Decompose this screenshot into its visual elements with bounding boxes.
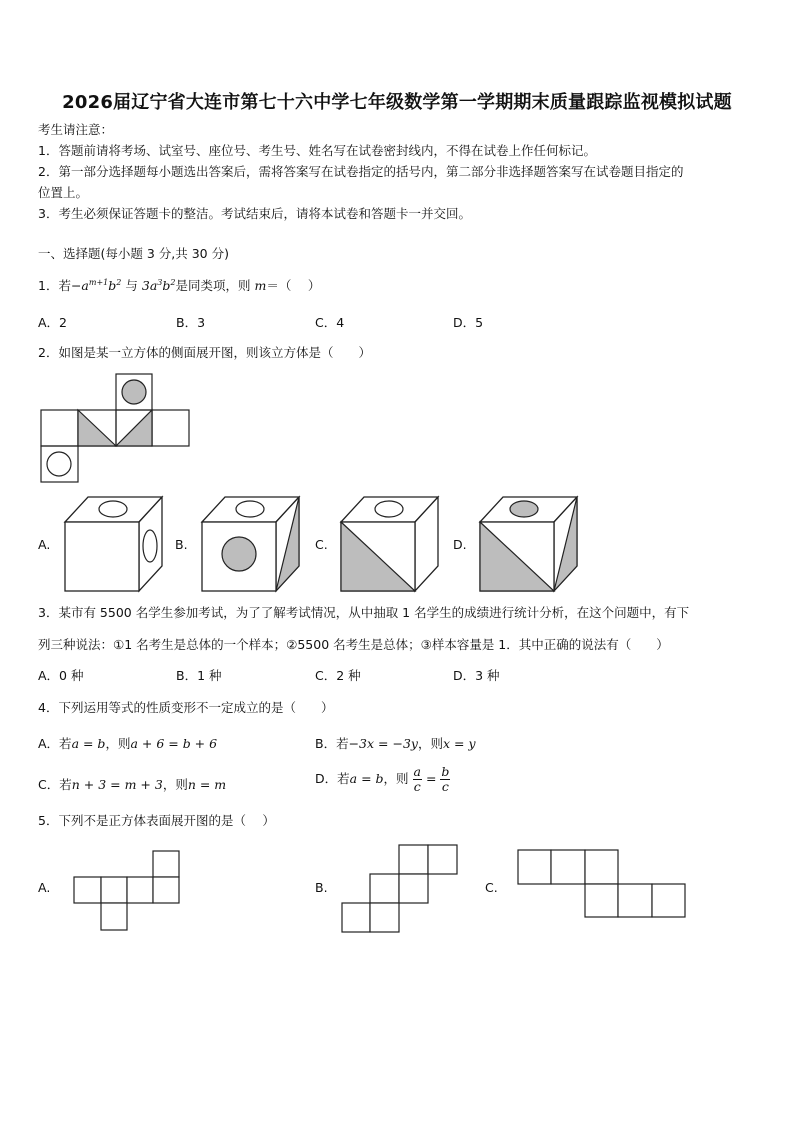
q1-num: 1．若 bbox=[38, 278, 71, 293]
q4-option-d bbox=[315, 765, 450, 794]
q4-a-cond: a = b bbox=[71, 736, 106, 751]
q5-net-b bbox=[341, 844, 459, 934]
notice-item-1: 1．答题前请将考场、试室号、座位号、考生号、姓名写在试卷密封线内，不得在试卷上作任何标记。 bbox=[38, 143, 596, 158]
q2-option-a-label: A. bbox=[38, 537, 51, 552]
triangle-shade-1 bbox=[78, 410, 116, 446]
cube-b-front-circle bbox=[222, 537, 256, 571]
net-square-4 bbox=[152, 410, 189, 446]
q4-d-label: D．若 bbox=[315, 771, 350, 786]
q4-c-res: n = m bbox=[187, 777, 227, 792]
q4-b-res: x = y bbox=[442, 736, 476, 751]
net-a-cell bbox=[153, 851, 179, 877]
q4-d-num1: a bbox=[413, 764, 421, 779]
net-b-cell bbox=[399, 874, 428, 903]
q1-option-c: C．4 bbox=[315, 315, 345, 330]
q2-option-b-label: B. bbox=[175, 537, 188, 552]
net-a-cell bbox=[153, 877, 179, 903]
q1-exp1b: 2 bbox=[116, 277, 122, 287]
q2-option-d-label: D. bbox=[453, 537, 467, 552]
net-a-cell bbox=[101, 903, 127, 930]
q5-option-a-label: A. bbox=[38, 880, 51, 895]
q4-d-eq: = bbox=[425, 771, 437, 786]
net-a-cell bbox=[127, 877, 153, 903]
question-2: 2．如图是某一立方体的侧面展开图，则该立方体是（ ） bbox=[38, 345, 371, 360]
cube-a-top-circle bbox=[99, 501, 127, 517]
q4-d-num2: b bbox=[441, 764, 450, 779]
net-c-cell bbox=[652, 884, 685, 917]
question-4: 4．下列运用等式的性质变形不一定成立的是（ ） bbox=[38, 700, 334, 715]
q4-b-cond: −3x = −3y bbox=[348, 736, 418, 751]
q4-c-mid: ，则 bbox=[162, 777, 188, 792]
empty-circle-icon bbox=[47, 452, 71, 476]
q5-option-c-label: C. bbox=[485, 880, 498, 895]
q3-option-a: A．0 种 bbox=[38, 668, 84, 683]
q1-var: m bbox=[254, 278, 267, 293]
net-c-cell bbox=[551, 850, 585, 884]
q4-b-mid: ，则 bbox=[417, 736, 443, 751]
net-c-cell bbox=[618, 884, 652, 917]
q4-a-mid: ，则 bbox=[105, 736, 131, 751]
q4-d-den1: c bbox=[413, 779, 421, 794]
net-a-cell bbox=[74, 877, 101, 903]
q5-net-a bbox=[73, 850, 181, 932]
cube-b-top-circle bbox=[236, 501, 264, 517]
q4-a-res: a + 6 = b + 6 bbox=[130, 736, 218, 751]
notice-item-2-cont: 位置上。 bbox=[38, 185, 89, 200]
net-b-cell bbox=[370, 874, 399, 903]
net-c-cell bbox=[585, 884, 618, 917]
net-c-cell bbox=[585, 850, 618, 884]
notice-item-2: 2．第一部分选择题每小题选出答案后，需将答案写在试卷指定的括号内，第二部分非选择题答案写在试卷题目指定的 bbox=[38, 164, 684, 179]
triangle-shade-2 bbox=[116, 410, 152, 446]
q2-cube-d bbox=[479, 496, 579, 592]
q1-tail: 是同类项，则 bbox=[175, 278, 251, 293]
q1-exp2b: 2 bbox=[170, 277, 176, 287]
cube-a-side-circle bbox=[143, 530, 157, 562]
q4-d-cond: a = b bbox=[349, 771, 384, 786]
q3-option-b: B．1 种 bbox=[176, 668, 222, 683]
q3-option-c: C．2 种 bbox=[315, 668, 361, 683]
q1-expr2b: b bbox=[162, 278, 171, 293]
q2-cube-b bbox=[201, 496, 301, 592]
q1-expr2: 3a bbox=[141, 278, 158, 293]
q2-cube-c bbox=[340, 496, 440, 592]
q1-mid: 与 bbox=[125, 278, 138, 293]
question-5: 5．下列不是正方体表面展开图的是（ ） bbox=[38, 813, 275, 828]
q4-d-mid: ，则 bbox=[383, 771, 409, 786]
q5-net-c bbox=[517, 849, 687, 919]
cube-d-top-circle bbox=[510, 501, 538, 517]
net-b-cell bbox=[428, 845, 457, 874]
q1-option-d: D．5 bbox=[453, 315, 484, 330]
net-square-1 bbox=[41, 410, 78, 446]
notice-item-3: 3．考生必须保证答题卡的整洁。考试结束后，请将本试卷和答题卡一并交回。 bbox=[38, 206, 471, 221]
question-3-line-2: 列三种说法：①1 名考生是总体的一个样本；②5500 名考生是总体；③样本容量是 1．其中正确的说法有（ ） bbox=[38, 637, 669, 652]
q4-option-b bbox=[315, 734, 476, 752]
q1-expr1: −a bbox=[70, 278, 89, 293]
question-1 bbox=[38, 276, 320, 294]
q1-option-a: A．2 bbox=[38, 315, 68, 330]
question-3-line-1: 3．某市有 5500 名学生参加考试，为了了解考试情况，从中抽取 1 名学生的成绩进行统计分析，在这个问题中，有下 bbox=[38, 605, 690, 620]
q4-option-c bbox=[38, 775, 226, 793]
q2-cube-a bbox=[64, 496, 164, 592]
q4-c-label: C．若 bbox=[38, 777, 72, 792]
section-heading: 一、选择题(每小题 3 分,共 30 分) bbox=[38, 246, 229, 261]
q2-net-figure bbox=[40, 373, 192, 485]
q4-d-frac-2 bbox=[440, 765, 450, 794]
q1-exp2: 3 bbox=[157, 277, 163, 287]
net-b-cell bbox=[342, 903, 370, 932]
notice-heading: 考生请注意： bbox=[38, 122, 114, 137]
q4-d-frac-1 bbox=[413, 765, 422, 794]
q4-a-label: A．若 bbox=[38, 736, 72, 751]
net-a-cell bbox=[101, 877, 127, 903]
page-title: 2026届辽宁省大连市第七十六中学七年级数学第一学期期末质量跟踪监视模拟试题 bbox=[62, 92, 732, 113]
filled-circle-icon bbox=[122, 380, 146, 404]
net-c-cell bbox=[518, 850, 551, 884]
q4-b-label: B．若 bbox=[315, 736, 349, 751]
q3-option-d: D．3 种 bbox=[453, 668, 500, 683]
q1-option-b: B．3 bbox=[176, 315, 206, 330]
q2-option-c-label: C. bbox=[315, 537, 328, 552]
net-b-cell bbox=[399, 845, 428, 874]
cube-a-front bbox=[65, 522, 139, 591]
q5-option-b-label: B. bbox=[315, 880, 328, 895]
q4-d-den2: c bbox=[441, 779, 449, 794]
q1-end: ＝（ ） bbox=[266, 278, 321, 293]
q1-exp1: m+1 bbox=[88, 277, 109, 287]
cube-c-top-circle bbox=[375, 501, 403, 517]
net-b-cell bbox=[370, 903, 399, 932]
q1-expr1b: b bbox=[108, 278, 117, 293]
q4-option-a bbox=[38, 734, 217, 752]
q4-c-cond: n + 3 = m + 3 bbox=[71, 777, 163, 792]
